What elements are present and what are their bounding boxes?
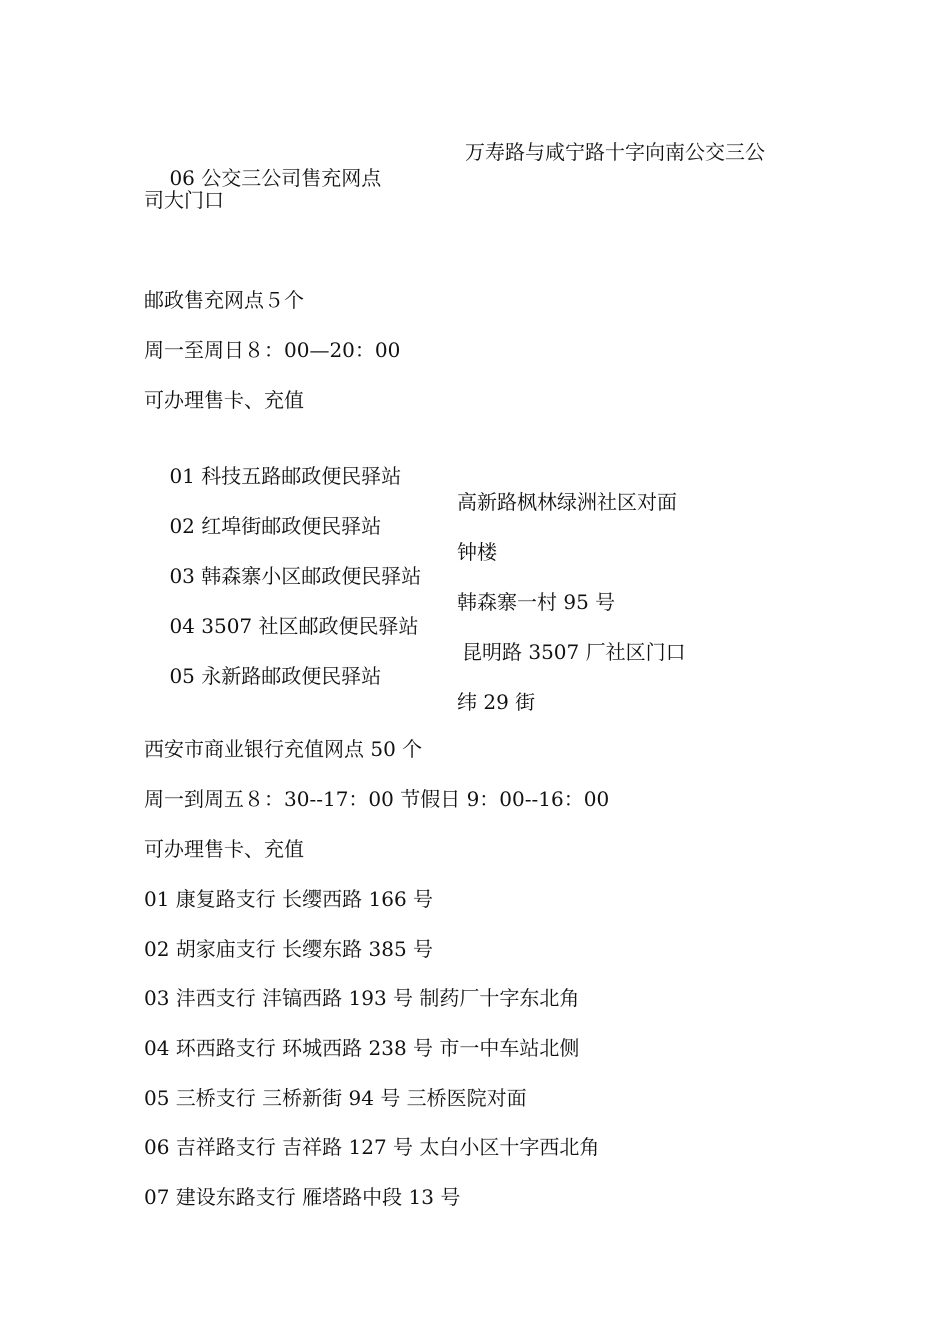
postal-item-address: 纬 29 街 — [457, 690, 536, 714]
transit-item-06-address-continued: 司大门口 — [144, 188, 224, 212]
bank-services: 可办理售卡、充值 — [144, 837, 304, 861]
transit-item-06-name: 06 公交三公司售充网点 — [169, 166, 382, 190]
postal-item-name: 03 韩森寨小区邮政便民驿站 — [169, 564, 422, 588]
postal-item-name: 02 红埠街邮政便民驿站 — [169, 514, 382, 538]
bank-item: 04 环西路支行 环城西路 238 号 市一中车站北侧 — [144, 1036, 580, 1060]
bank-section-title: 西安市商业银行充值网点 50 个 — [144, 737, 423, 761]
transit-item-06-address: 万寿路与咸宁路十字向南公交三公 — [465, 140, 765, 164]
bank-item: 03 沣西支行 沣镐西路 193 号 制药厂十字东北角 — [144, 986, 580, 1010]
bank-item: 05 三桥支行 三桥新街 94 号 三桥医院对面 — [144, 1086, 527, 1110]
postal-hours: 周一至周日８：00—20：00 — [144, 338, 401, 362]
postal-item-name: 05 永新路邮政便民驿站 — [169, 664, 382, 688]
bank-item: 07 建设东路支行 雁塔路中段 13 号 — [144, 1185, 461, 1209]
postal-item — [144, 637, 536, 741]
bank-item: 01 康复路支行 长缨西路 166 号 — [144, 887, 434, 911]
postal-services: 可办理售卡、充值 — [144, 388, 304, 412]
postal-item-address: 高新路枫林绿洲社区对面 — [457, 490, 677, 514]
bank-hours: 周一到周五８：30--17：00 节假日 9：00--16：00 — [144, 787, 610, 811]
postal-item-name: 01 科技五路邮政便民驿站 — [169, 464, 402, 488]
postal-item-name: 04 3507 社区邮政便民驿站 — [169, 614, 419, 638]
postal-item-address: 韩森寨一村 95 号 — [457, 590, 616, 614]
bank-item: 06 吉祥路支行 吉祥路 127 号 太白小区十字西北角 — [144, 1135, 600, 1159]
postal-item-address: 昆明路 3507 厂社区门口 — [462, 640, 686, 664]
bank-item: 02 胡家庙支行 长缨东路 385 号 — [144, 937, 434, 961]
postal-item-address: 钟楼 — [457, 540, 497, 564]
postal-section-title: 邮政售充网点５个 — [144, 288, 304, 312]
